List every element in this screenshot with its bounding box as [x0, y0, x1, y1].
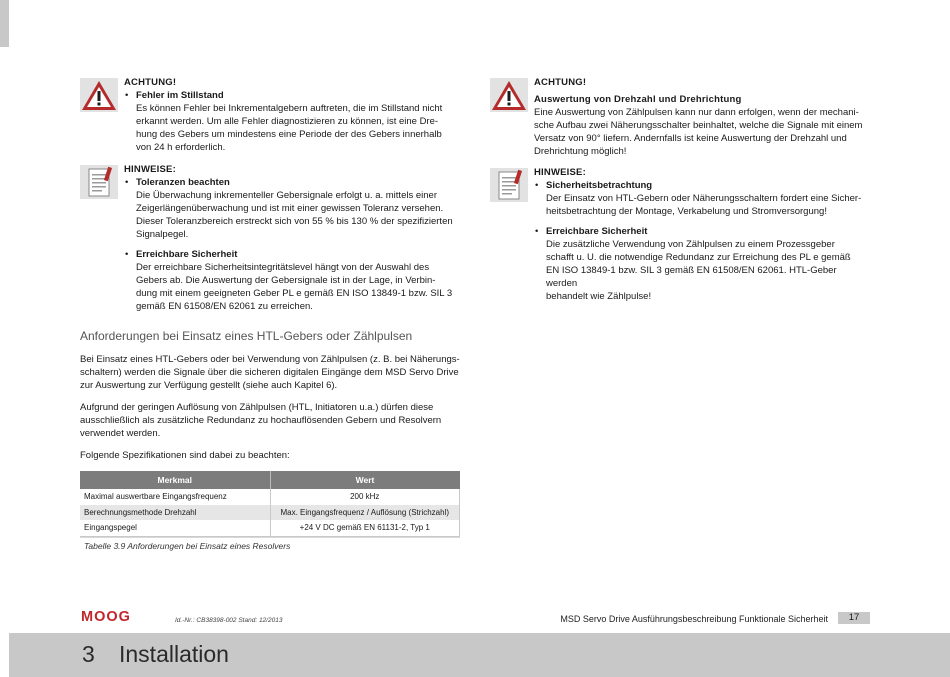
warning-line: Drehrichtung möglich!: [534, 146, 627, 157]
bullet-line: EN ISO 13849-1 bzw. SIL 3 gemäß EN 61508/EN 62061. HTL-Geber werden: [546, 265, 837, 289]
table-header-row: [80, 471, 460, 489]
bullet-line: Der erreichbare Sicherheitsintegritätslevel hängt von der Auswahl des: [136, 262, 430, 273]
paragraph-line: schaltern) werden die Signale über die sicheren digitalen Eingänge dem MSD Servo Drive: [80, 367, 459, 378]
bullet-heading: • Fehler im Stillstand: [136, 90, 224, 101]
paragraph-line: Bei Einsatz eines HTL-Gebers oder bei Verwendung von Zählpulsen (z. B. bei Näherungs-: [80, 354, 460, 365]
table-row: [80, 520, 460, 536]
table-row: [80, 489, 460, 505]
right-column: [490, 76, 870, 311]
paragraph: [80, 353, 460, 392]
hint-bullet: [124, 176, 460, 241]
bullet-heading: • Erreichbare Sicherheit: [136, 249, 238, 260]
warning-subtitle: Auswertung von Drehzahl und Drehrichtung: [534, 94, 742, 105]
warning-line: Versatz von 90° liefern. Andernfalls ist keine Auswertung der Drehzahl und: [534, 133, 847, 144]
table-cell: +24 V DC gemäß EN 61131-2, Typ 1: [270, 520, 460, 536]
notepad-icon: [490, 168, 528, 202]
warning-box-left: [80, 76, 460, 154]
hints-box-right: [490, 166, 870, 303]
paragraph-line: zur Auswertung zur Verfügung gestellt (siehe auch Kapitel 6).: [80, 380, 338, 391]
table-header-wert: Wert: [270, 471, 460, 489]
table-cell: Berechnungsmethode Drehzahl: [80, 505, 270, 521]
warning-line: sche Aufbau zwei Näherungsschalter beinhaltet, welche die Signale mit einem: [534, 120, 863, 131]
hint-bullet: [534, 179, 870, 218]
table-cell: 200 kHz: [270, 489, 460, 505]
warning-title: ACHTUNG!: [534, 77, 587, 88]
chapter-band: [9, 633, 950, 677]
bullet-heading: • Toleranzen beachten: [136, 177, 230, 188]
warning-box-right: [490, 76, 870, 158]
hints-title: HINWEISE:: [124, 164, 176, 175]
chapter-number: 3: [82, 641, 95, 667]
bullet-line: gemäß EN 61508/EN 62061 zu erreichen.: [136, 301, 313, 312]
document-title: MSD Servo Drive Ausführungsbeschreibung Funktionale Sicherheit: [560, 614, 828, 624]
table-caption: Tabelle 3.9 Anforderungen bei Einsatz eines Resolvers: [84, 540, 291, 551]
chapter-title: Installation: [119, 641, 229, 667]
bullet-line: Die Überwachung inkrementeller Gebersignale erfolgt u. a. mittels einer: [136, 190, 437, 201]
bullet-line: Die zusätzliche Verwendung von Zählpulsen zu einem Prozessgeber: [546, 239, 835, 250]
table-cell: Eingangspegel: [80, 520, 270, 536]
bullet-line: heitsbetrachtung der Montage, Verkabelung und Stromversorgung!: [546, 206, 827, 217]
hints-box-left: [80, 163, 460, 313]
notepad-icon: [80, 165, 118, 199]
moog-logo: [81, 609, 161, 622]
logo-text: MOOG: [81, 609, 131, 622]
bullet-heading: • Erreichbare Sicherheit: [546, 226, 648, 237]
paragraph-line: verwendet werden.: [80, 428, 161, 439]
bullet-line: Signalpegel.: [136, 229, 189, 240]
table-cell: Maximal auswertbare Eingangsfrequenz: [80, 489, 270, 505]
warning-triangle-icon: [490, 78, 528, 112]
table-row: [80, 505, 460, 521]
bullet-line: hung des Gebers um mindestens eine Periode der des Gebers innerhalb: [136, 129, 442, 140]
bullet-line: Zeigerlängenüberwachung und ist mit einer gewissen Toleranz versehen.: [136, 203, 444, 214]
table-header-merkmal: Merkmal: [80, 471, 270, 489]
section-heading: Anforderungen bei Einsatz eines HTL-Gebers oder Zählpulsen: [80, 329, 413, 343]
bullet-line: dung mit einem geeigneten Geber PL e gemäß EN ISO 13849-1 bzw. SIL 3: [136, 288, 453, 299]
warning-title: ACHTUNG!: [124, 77, 177, 88]
hints-title: HINWEISE:: [534, 167, 586, 178]
corner-mark: [0, 0, 9, 47]
bullet-line: Gebers ab. Die Auswertung der Gebersignale ist in der Lage, in Verbin-: [136, 275, 436, 286]
page-number: 17: [838, 612, 870, 624]
paragraph: [80, 401, 460, 440]
bullet-line: erkannt werden. Um alle Fehler diagnostizieren zu können, ist eine Dre-: [136, 116, 439, 127]
bullet-line: behandelt wie Zählpulse!: [546, 291, 652, 302]
bullet-line: schafft u. U. die notwendige Redundanz zur Erreichung des PL e gemäß: [546, 252, 851, 263]
bullet-line: von 24 h erforderlich.: [136, 142, 226, 153]
paragraph: [80, 449, 460, 462]
hint-bullet: [534, 225, 870, 303]
paragraph-line: ausschließlich als zusätzliche Redundanz zu hochauflösenden Gebern und Resolvern: [80, 415, 442, 426]
document-id: Id.-Nr.: CB38398-002 Stand: 12/2013: [175, 617, 283, 624]
paragraph-line: Aufgrund der geringen Auflösung von Zählpulsen (HTL, Initiatoren u.a.) dürfen diese: [80, 402, 434, 413]
warning-bullet: [124, 89, 460, 154]
bullet-heading: • Sicherheitsbetrachtung: [546, 180, 653, 191]
bullet-line: Dieser Toleranzbereich erstreckt sich von 55 % bis 130 % der spezifizierten: [136, 216, 453, 227]
spec-table: [80, 471, 460, 537]
warning-line: Eine Auswertung von Zählpulsen kann nur dann erfolgen, wenn der mechani-: [534, 107, 859, 118]
bullet-line: Der Einsatz von HTL-Gebern oder Näherungsschaltern fordert eine Sicher-: [546, 193, 862, 204]
paragraph-line: Folgende Spezifikationen sind dabei zu beachten:: [80, 450, 290, 461]
left-column: [80, 76, 460, 551]
warning-triangle-icon: [80, 78, 118, 112]
table-cell: Max. Eingangsfrequenz / Auflösung (Strichzahl): [270, 505, 460, 521]
bullet-line: Es können Fehler bei Inkrementalgebern auftreten, die im Stillstand nicht: [136, 103, 443, 114]
hint-bullet: [124, 248, 460, 313]
